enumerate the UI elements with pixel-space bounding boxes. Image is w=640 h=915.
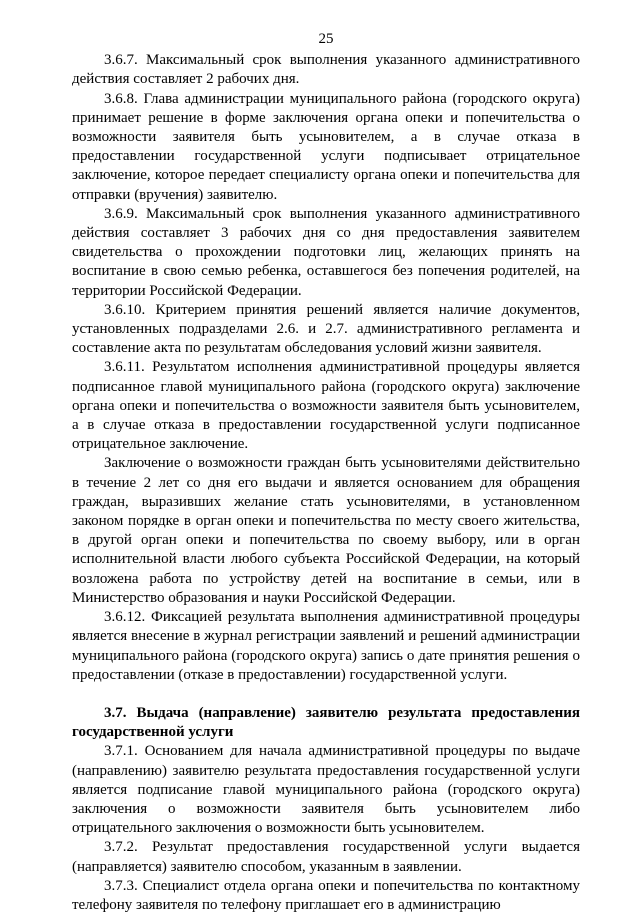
paragraph-3-6-11: 3.6.11. Результатом исполнения административной процедуры является подписанное главой муниципального района (городского округа) заключение органа опеки и попечительства о возможности заявителя быть усыновителем, а в случае отказа в предоставлении государственной услуги подписанное отрицательное заключение. [72,359,580,453]
section-heading-3-7: 3.7. Выдача (направление) заявителю результата предоставления государственной услуги [72,704,580,741]
paragraph-3-7-1: 3.7.1. Основанием для начала административной процедуры по выдаче (направлению) заявителю результата предоставления государственной услуги является подписание главой муниципального района (городского округа) заключения о возможности заявителя быть усыновителем либо отрицательного заключения о возможности быть усыновителем. [72,743,580,837]
paragraph-conclusion-validity: Заключение о возможности граждан быть усыновителями действительно в течение 2 лет со дня его выдачи и является основанием для обращения граждан, выразивших желание стать усыновителями, в установленном законом порядке в орган опеки и попечительства по месту своего жительства, в другой орган опеки и попечительства по своему выбору, или в орган исполнительной власти любого субъекта Российской Федерации, на который возложена работа по устройству детей на воспитание в семьи, или в Министерство образования и науки Российской Федерации. [72,455,580,606]
paragraph-3-7-2: 3.7.2. Результат предоставления государственной услуги выдается (направляется) заявителю способом, указанным в заявлении. [72,839,580,875]
paragraph-3-7-3: 3.7.3. Специалист отдела органа опеки и попечительства по контактному телефону заявителя по телефону приглашает его в администрацию [72,877,580,913]
paragraph-3-6-10: 3.6.10. Критерием принятия решений является наличие документов, установленных подразделами 2.6. и 2.7. административного регламента и составление акта по результатам обследования условий жизни заявителя. [72,301,580,357]
paragraph-3-6-7: 3.6.7. Максимальный срок выполнения указанного административного действия составляет 2 рабочих дня. [72,52,580,88]
paragraph-3-6-9: 3.6.9. Максимальный срок выполнения указанного административного действия составляет 3 рабочих дня со дня предоставления заявителем свидетельства о прохождении подготовки лиц, желающих принять на воспитание в свою семью ребенка, оставшегося без попечения родителей, на территории Российской Федерации. [72,205,580,299]
document-page [72,30,580,915]
paragraph-3-6-8: 3.6.8. Глава администрации муниципального района (городского округа) принимает решение в форме заключения органа опеки и попечительства о возможности заявителя быть усыновителем, а в случае отказа в предоставлении государственной услуги подписывает отрицательное заключение, которое передает специалисту органа опеки и попечительства для отправки (вручения) заявителю. [72,90,580,203]
paragraph-3-6-12: 3.6.12. Фиксацией результата выполнения административной процедуры является внесение в журнал регистрации заявлений и решений администрации муниципального района (городского округа) запись о дате принятия решения о предоставлении (отказе в предоставлении) государственной услуги. [72,609,580,683]
page-number: 25 [318,31,334,47]
